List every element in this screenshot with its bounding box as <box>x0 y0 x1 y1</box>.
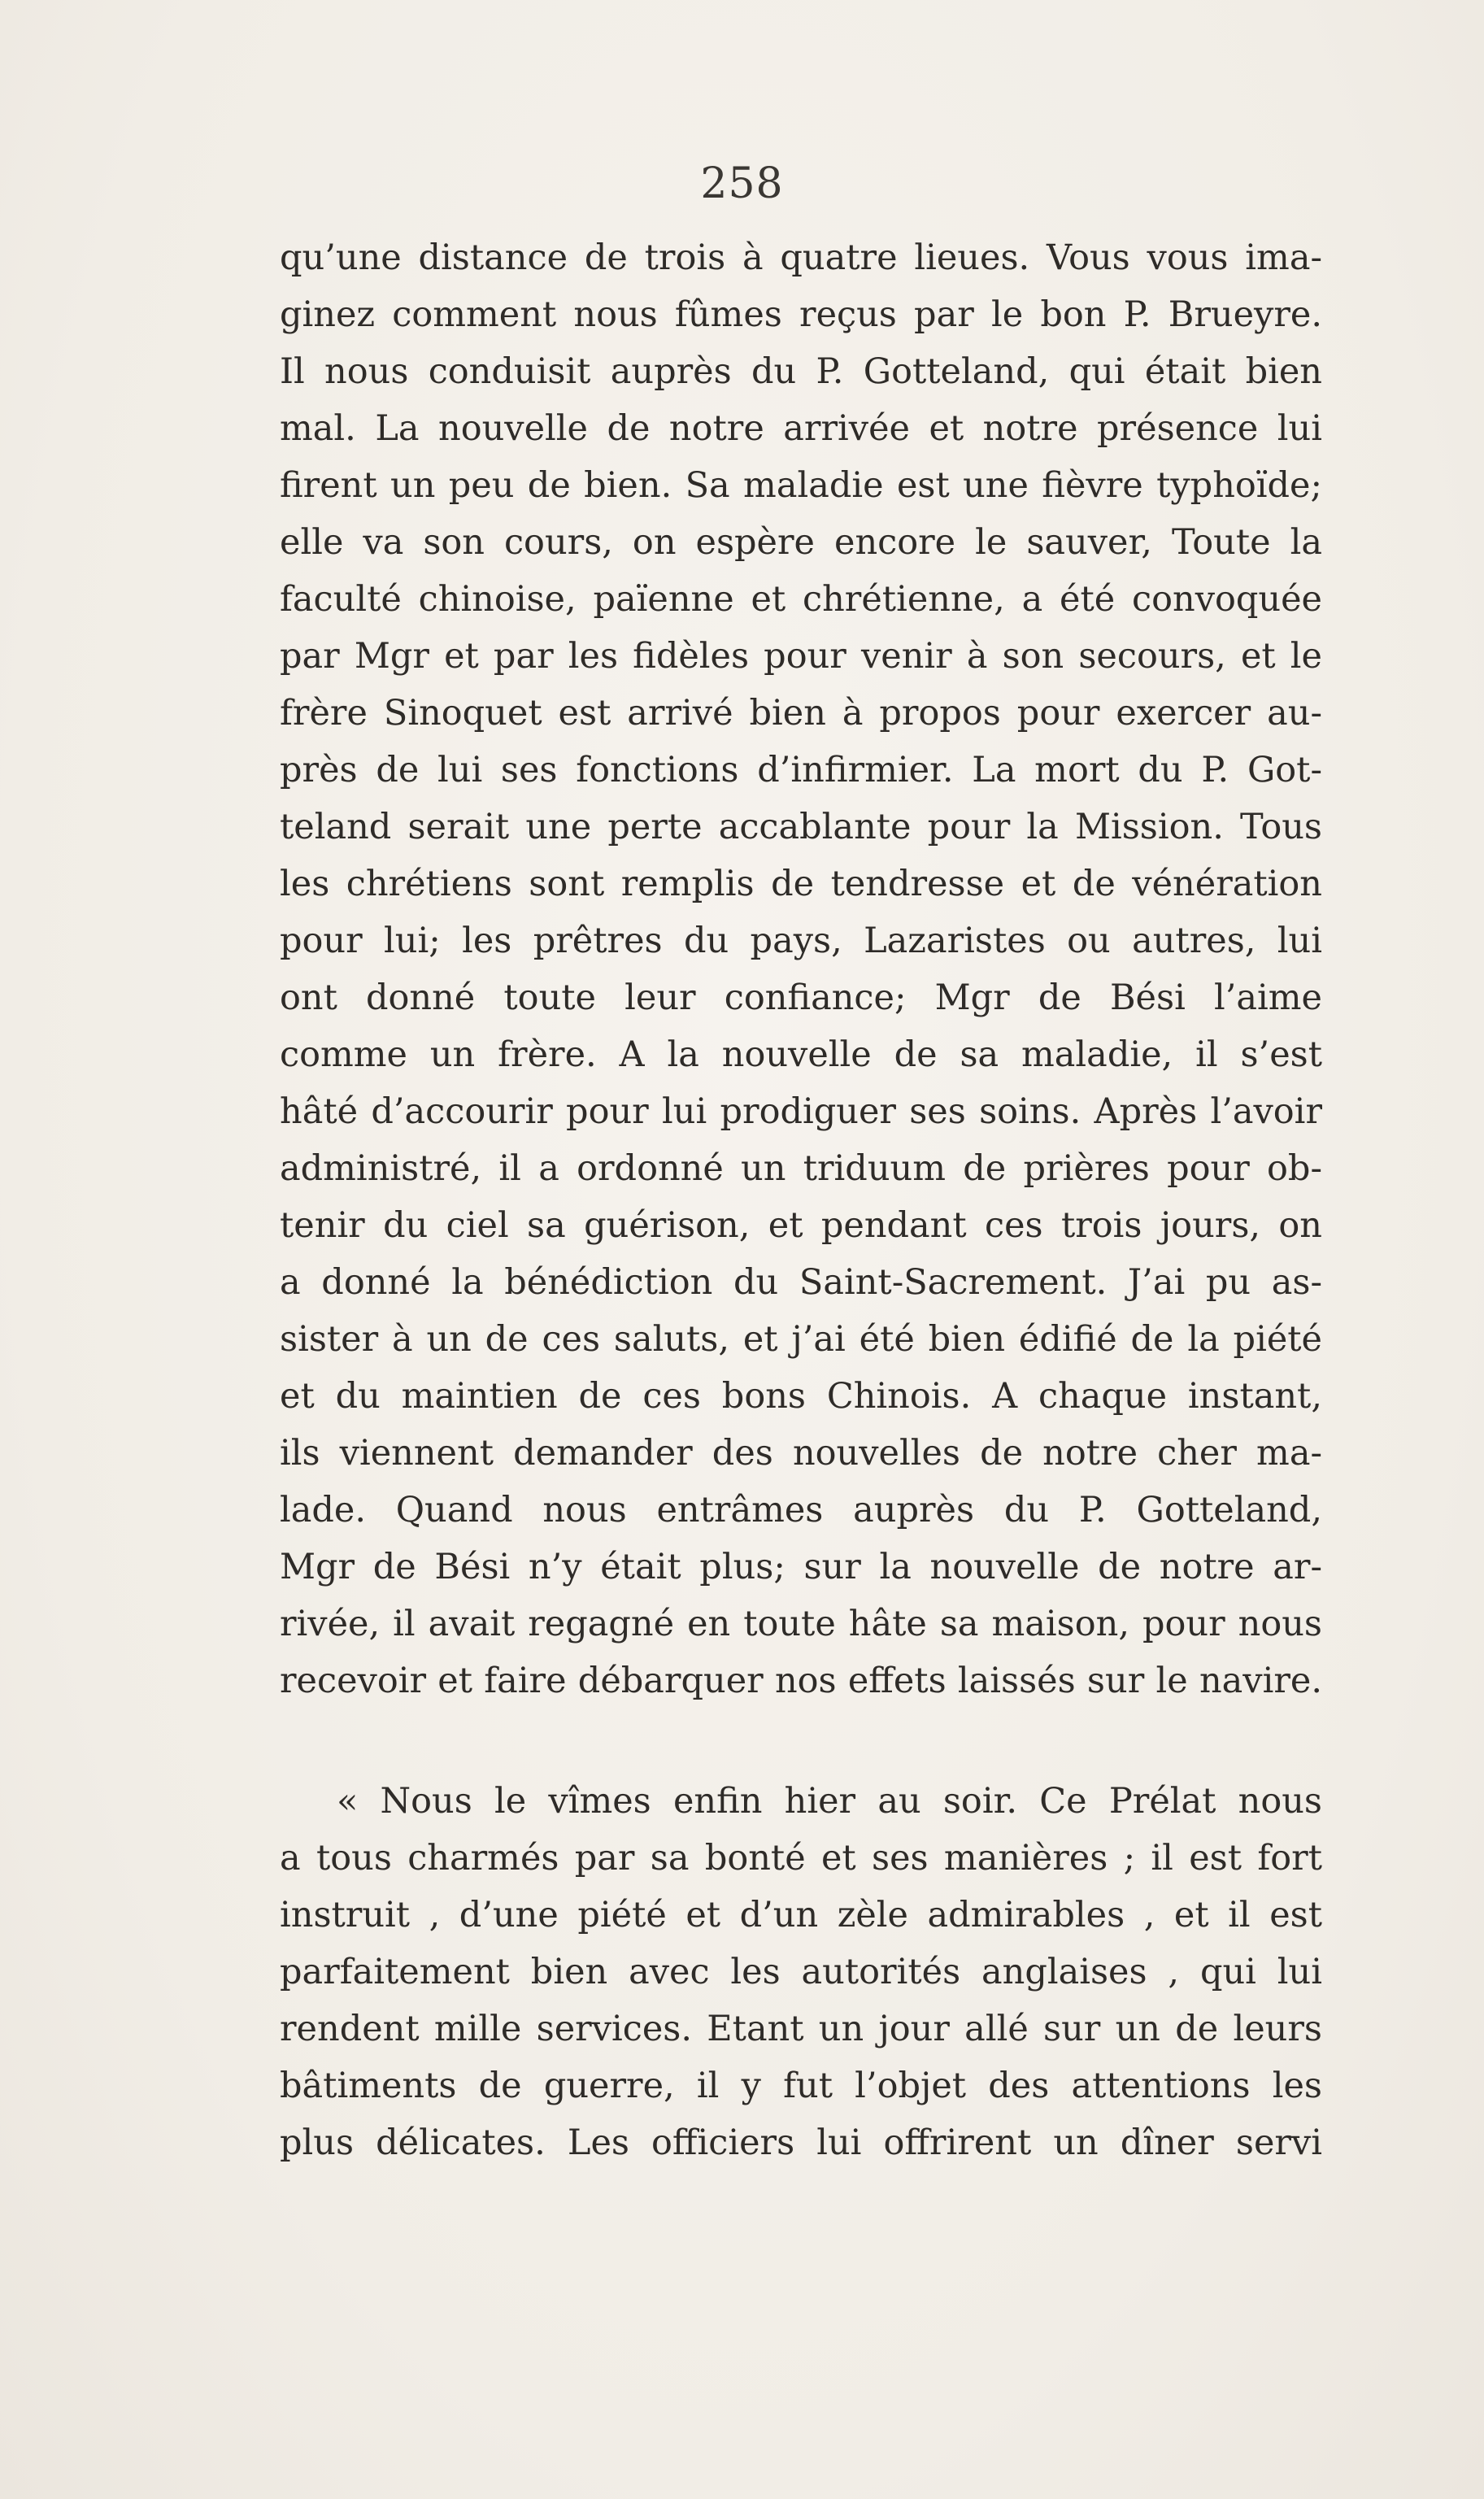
text-line: recevoir et faire débarquer nos effets laissés sur le navire. <box>280 1661 1322 1701</box>
text-line: Mgr de Bési n’y était plus; sur la nouvelle de notre ar- <box>280 1547 1322 1587</box>
text-line: administré, il a ordonné un triduum de prières pour ob- <box>280 1148 1322 1189</box>
text-line: Il nous conduisit auprès du P. Gotteland, qui était bien <box>280 351 1322 392</box>
text-line: elle va son cours, on espère encore le sauver, Toute la <box>280 522 1322 563</box>
text-line: rendent mille services. Etant un jour allé sur un de leurs <box>280 2009 1322 2049</box>
text-line: « Nous le vîmes enfin hier au soir. Ce Prélat nous <box>337 1781 1322 1822</box>
text-line: a tous charmés par sa bonté et ses manières ; il est fort <box>280 1838 1322 1879</box>
text-line: par Mgr et par les fidèles pour venir à son secours, et le <box>280 636 1322 677</box>
paragraph-spacer <box>280 1709 1322 1773</box>
text-line: firent un peu de bien. Sa maladie est une fièvre typhoïde; <box>280 465 1322 506</box>
text-line: comme un frère. A la nouvelle de sa maladie, il s’est <box>280 1034 1322 1075</box>
text-line: qu’une distance de trois à quatre lieues. Vous vous ima- <box>280 237 1322 278</box>
text-line: teland serait une perte accablante pour la Mission. Tous <box>280 807 1322 847</box>
text-line: ils viennent demander des nouvelles de notre cher ma- <box>280 1433 1322 1474</box>
text-line: parfaitement bien avec les autorités anglaises , qui lui <box>280 1952 1322 1992</box>
text-line: sister à un de ces saluts, et j’ai été bien édifié de la piété <box>280 1319 1322 1360</box>
text-line: ont donné toute leur confiance; Mgr de Bési l’aime <box>280 977 1322 1018</box>
body-text <box>280 229 1322 2171</box>
text-line: près de lui ses fonctions d’infirmier. La mort du P. Got- <box>280 750 1322 790</box>
page-number: 258 <box>700 159 784 208</box>
paragraph <box>280 1773 1322 2171</box>
text-line: frère Sinoquet est arrivé bien à propos pour exercer au- <box>280 693 1322 734</box>
text-line: pour lui; les prêtres du pays, Lazaristes ou autres, lui <box>280 921 1322 961</box>
text-line: rivée, il avait regagné en toute hâte sa maison, pour nous <box>280 1604 1322 1644</box>
text-line: tenir du ciel sa guérison, et pendant ces trois jours, on <box>280 1205 1322 1246</box>
text-line: hâté d’accourir pour lui prodiguer ses soins. Après l’avoir <box>280 1091 1322 1132</box>
paragraph <box>280 229 1322 1709</box>
text-line: bâtiments de guerre, il y fut l’objet des attentions les <box>280 2066 1322 2106</box>
text-line: instruit , d’une piété et d’un zèle admirables , et il est <box>280 1895 1322 1935</box>
text-line: a donné la bénédiction du Saint-Sacrement. J’ai pu as- <box>280 1262 1322 1303</box>
text-line: plus délicates. Les officiers lui offrirent un dîner servi <box>280 2122 1322 2163</box>
text-line: les chrétiens sont remplis de tendresse et de vénération <box>280 864 1322 904</box>
text-line: et du maintien de ces bons Chinois. A chaque instant, <box>280 1376 1322 1417</box>
text-line: mal. La nouvelle de notre arrivée et notre présence lui <box>280 408 1322 449</box>
text-line: ginez comment nous fûmes reçus par le bon P. Brueyre. <box>280 294 1322 335</box>
text-line: lade. Quand nous entrâmes auprès du P. Gotteland, <box>280 1490 1322 1530</box>
text-line: faculté chinoise, païenne et chrétienne, a été convoquée <box>280 579 1322 620</box>
